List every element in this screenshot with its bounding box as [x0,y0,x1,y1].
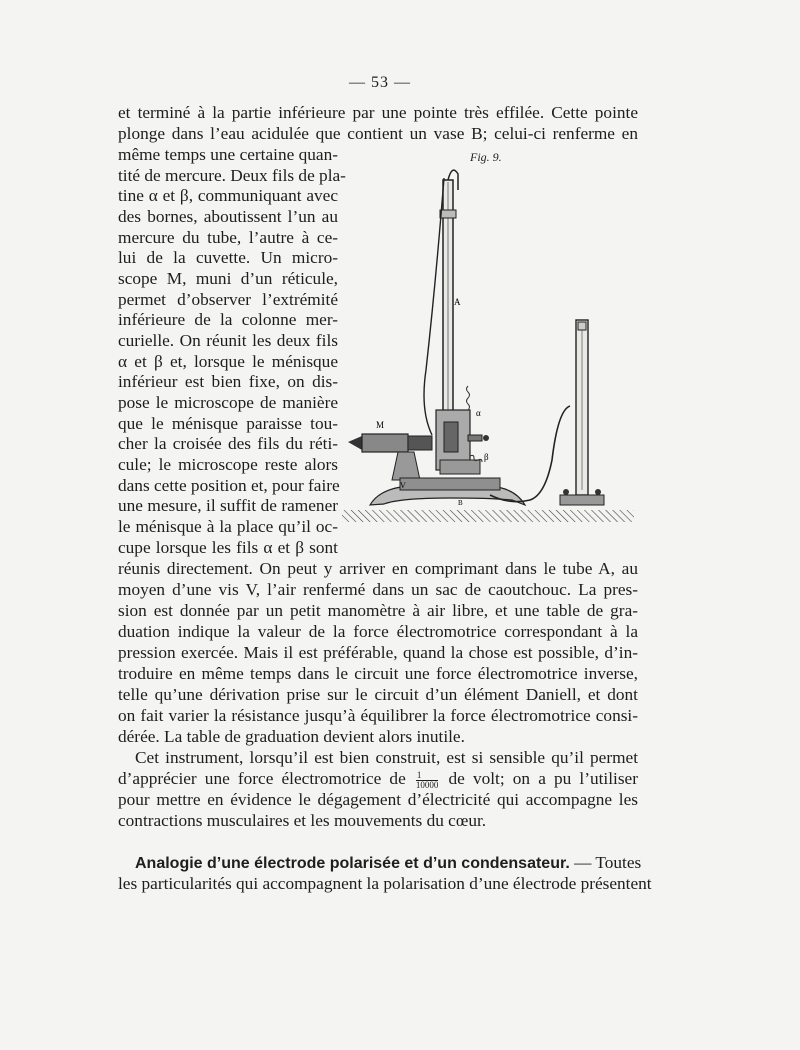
text-line: contractions musculaires et les mouvements du cœur. [118,811,487,830]
text-line: curielle. On réunit les deux fils [118,331,338,350]
text-line: une mesure, il suffit de ramener [118,496,338,515]
coil-alpha [467,386,470,410]
label-beta: β [484,452,489,462]
text-line: le ménisque à la place qu’il oc- [118,517,338,536]
label-alpha: α [476,408,481,418]
fraction-numerator: 1 [416,771,439,781]
text-line-with-fraction [118,769,638,789]
section-heading: Analogie d’une électrode polarisée et d’un condensateur. [135,855,570,872]
text-line: troduire en même temps dans le circuit une force électromotrice inverse, [118,664,638,683]
manometer-base [560,495,604,505]
text-line: duation indique la valeur de la force électromotrice correspondant à la [118,622,638,641]
section-heading-line [135,853,642,873]
page-number: — 53 — [349,74,411,91]
text-span: d’apprécier une force électromotrice de [118,769,406,788]
text-line: pose le microscope de manière [118,393,338,412]
text-line: mercure du tube, l’autre à ce- [118,228,338,247]
left-wire [424,178,444,435]
text-line: cule; le microscope reste alors [118,455,338,474]
text-line: permet d’observer l’extrémité [118,290,338,309]
text-line: et terminé à la partie inférieure par une pointe très effilée. Cette pointe [118,103,638,122]
rubber-tube [490,406,570,502]
text-line: plonge dans l’eau acidulée que contient un vase B; celui-ci renferme en [118,124,638,143]
text-line: pression exercée. Mais il est préférable, quand la chose est possible, d’in- [118,643,638,662]
text-span: — Toutes [574,853,642,872]
text-line: dérée. La table de graduation devient alors inutile. [118,727,465,746]
text-line: α et β et, lorsque le ménisque [118,352,338,371]
text-line: Cet instrument, lorsqu’il est bien construit, est si sensible qu’il permet [135,748,638,767]
text-line: des bornes, aboutissent l’un au [118,207,338,226]
text-line: les particularités qui accompagnent la polarisation d’une électrode présentent [118,874,652,893]
text-line: tité de mercure. Deux fils de pla- [118,166,346,185]
text-line: scope M, muni d’un réticule, [118,269,338,288]
label-B: B [458,499,463,507]
fraction-denominator: 10000 [415,779,439,790]
text-line: telle qu’une dérivation prise sur le circuit d’un élément Daniell, et dont [118,685,638,704]
text-line: tine α et β, communiquant avec [118,186,338,205]
text-line: inférieure de la colonne mer- [118,310,338,329]
figure-label: Fig. 9. [470,150,502,164]
text-line: que le ménisque paraisse tou- [118,414,338,433]
microscope-tube [362,434,408,452]
text-line: cupe lorsque les fils α et β sont [118,538,338,557]
text-line: même temps une certaine quan- [118,145,338,164]
label-M: M [376,420,385,430]
apparatus-drawing [340,160,640,530]
label-V: V [400,481,406,490]
text-line: réunis directement. On peut y arriver en comprimant dans le tube A, au [118,559,638,578]
text-line: dans cette position et, pour faire [118,476,340,495]
text-line: cher la croisée des fils du réti- [118,434,338,453]
text-line: inférieur est bien fixe, on dis- [118,372,338,391]
text-line: on fait varier la résistance jusqu’à équilibrer la force électromotrice consi- [118,706,638,725]
text-line: lui de la cuvette. Un micro- [118,248,338,267]
text-line: moyen d’une vis V, l’air renfermé dans un sac de caoutchouc. La pres- [118,580,638,599]
text-line: pour mettre en évidence le dégagement d’électricité qui accompagne les [118,790,638,809]
figure-apparatus [340,160,640,530]
fraction [416,771,439,790]
ground-hatch [342,510,634,522]
microscope-eyepiece [348,436,362,450]
text-span: de volt; on a pu l’utiliser [448,769,638,788]
text-line: sion est donnée par un petit manomètre à air libre, et une table de gra- [118,601,638,620]
label-A: A [454,297,461,307]
